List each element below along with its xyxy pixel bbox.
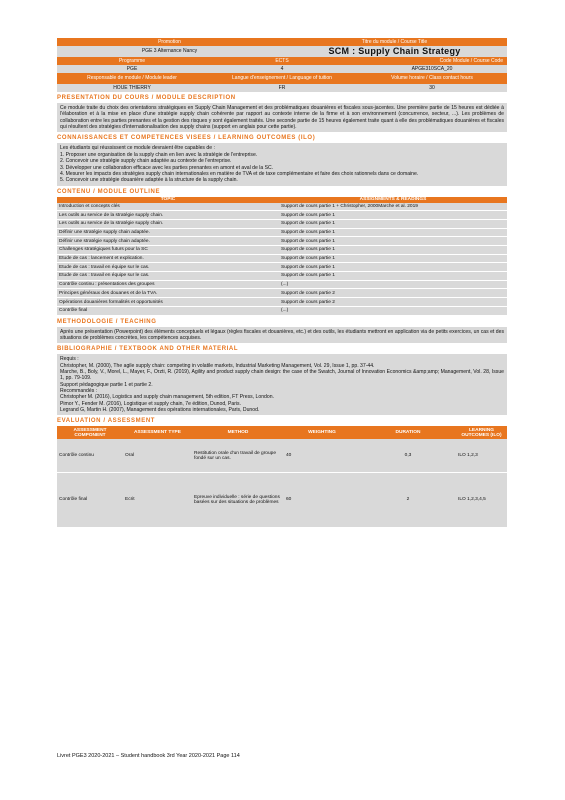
outline-col-topic: TOPIC xyxy=(57,197,279,203)
eval-ilo: ILO 1,2,3,4,5 xyxy=(456,472,507,527)
outline-assignment: Support de cours partie 2 xyxy=(279,289,507,298)
bibliography-line: Marche, B., Boly, V., Morel, L., Mayer, F., Orzti, R. (2019), Agility and product supply chain design: the case of the Swatch, Journal of Innovation Economics &amp;amp; Management, Vol. 28, Issue 1, pp. 79-109. xyxy=(60,368,504,382)
header-row-labels-2 xyxy=(57,57,507,65)
evaluation-heading: EVALUATION / ASSESSMENT xyxy=(57,418,156,425)
promotion-value: PGE 3 Alternance Nancy xyxy=(57,46,282,57)
module-title: SCM : Supply Chain Strategy xyxy=(282,46,507,57)
table-row xyxy=(57,237,507,246)
outcomes-line: 3. Développer une collaboration efficace avec les parties prenantes en amont et aval de la SC. xyxy=(60,164,274,171)
outline-topic: Définir une stratégie supply chain adaptée. xyxy=(57,237,279,246)
outline-topic: Contrôle continu : présentations des groupes xyxy=(57,280,279,289)
presentation-heading: PRESENTATION DU COURS / MODULE DESCRIPTION xyxy=(57,95,236,101)
header-row-values-1 xyxy=(57,46,507,57)
outline-assignment: Support de cours partie 1 xyxy=(279,219,507,228)
table-row xyxy=(57,289,507,298)
outline-assignment: Support de cours partie 1 + Christopher, 2000Marche et al. 2019 xyxy=(279,203,507,211)
header-row-values-3 xyxy=(57,84,507,92)
table-row xyxy=(57,472,507,527)
header-row-labels-3 xyxy=(57,73,507,84)
outline-assignment: Support de cours partie 1 xyxy=(279,254,507,263)
evaluation-header-row xyxy=(57,426,507,439)
eval-type: Oral xyxy=(123,439,192,472)
table-row xyxy=(57,280,507,289)
eval-duration: 0,3 xyxy=(360,439,456,472)
eval-method: Epreuve individuelle : série de questions basées sur des situations de problèmes xyxy=(192,472,284,527)
ects-label: ECTS xyxy=(207,57,357,65)
eval-col-duration: DURATION xyxy=(360,426,456,439)
outcomes-line: Les étudiants qui réussissent ce module devraient être capables de : xyxy=(60,145,215,152)
eval-type: Ecrit xyxy=(123,472,192,527)
outline-assignment: Support de cours partie 2 xyxy=(279,298,507,307)
outline-heading: CONTENU / MODULE OUTLINE xyxy=(57,188,161,195)
outline-topic: Etude de cas : travail en équipe sur le cas. xyxy=(57,272,279,281)
code-label: Code Module / Course Code xyxy=(357,57,507,65)
langue-label: Langue d'enseignement / Language of tuition xyxy=(207,73,357,84)
table-row xyxy=(57,228,507,237)
bibliography-line: Support pédagogique partie 1 et partie 2. xyxy=(60,381,153,388)
table-row xyxy=(57,254,507,263)
table-row xyxy=(57,211,507,220)
programme-label: Programme xyxy=(57,57,207,65)
outline-topic: Définir une stratégie supply chain adaptée. xyxy=(57,228,279,237)
outline-table xyxy=(57,197,507,316)
eval-weighting: 60 xyxy=(284,472,360,527)
ects-value: 4 xyxy=(207,65,357,73)
methodology-heading: METHODOLOGIE / TEACHING xyxy=(57,318,157,325)
eval-component: Contrôle final xyxy=(57,472,123,527)
outline-topic: Les outils au service de la stratégie supply chain. xyxy=(57,219,279,228)
table-row xyxy=(57,439,507,472)
responsable-label: Responsable de module / Module leader xyxy=(57,73,207,84)
outline-assignment: (...) xyxy=(279,306,507,315)
outline-col-assignment: ASSIGNMENTS & READINGS xyxy=(279,197,507,203)
outline-assignment: Support de cours partie 1 xyxy=(279,228,507,237)
eval-ilo: ILO 1,2,3 xyxy=(456,439,507,472)
outcomes-heading: CONNAISSANCES ET COMPETENCES VISEES / LEARNING OUTCOMES (ILO) xyxy=(57,135,316,142)
bibliography-heading: BIBLIOGRAPHIE / TEXTBOOK AND OTHER MATERIAL xyxy=(57,346,239,353)
eval-col-ilo: LEARNING OUTCOMES (ILO) xyxy=(456,426,507,439)
outline-assignment: Support de cours partie 1 xyxy=(279,237,507,246)
outline-assignment: Support de cours partie 1 xyxy=(279,263,507,272)
header-row-labels-1 xyxy=(57,38,507,46)
bibliography-box xyxy=(57,354,507,415)
outcomes-box xyxy=(57,143,507,185)
eval-col-type: ASSESSMENT TYPE xyxy=(123,426,192,439)
outline-topic: Opérations douanières formalités et opportunités xyxy=(57,298,279,307)
outline-assignment: Support de cours partie 1 xyxy=(279,211,507,220)
table-row xyxy=(57,246,507,255)
promotion-label: Promotion xyxy=(57,38,282,46)
bibliography-line: Christopher, M. (2000), The agile supply chain: competing in volatile markets, Industrial Marketing Management, Vol. 29, Issue 1, pp. 37-44. xyxy=(60,362,375,369)
table-row xyxy=(57,298,507,307)
outcomes-line: 2. Concevoir une stratégie supply chain adaptée au contexte de l'entreprise. xyxy=(60,158,232,165)
outline-topic: Contrôle final xyxy=(57,306,279,315)
bibliography-line: Recommandés : xyxy=(60,388,98,395)
outline-assignment: Support de cours partie 1 xyxy=(279,272,507,281)
volume-value: 30 xyxy=(357,84,507,92)
header-row-values-2 xyxy=(57,65,507,73)
volume-label: Volume horaire / Class contact hours xyxy=(357,73,507,84)
bibliography-line: Requis : xyxy=(60,356,79,363)
eval-duration: 2 xyxy=(360,472,456,527)
outcomes-line: 1. Proposer une organisation de la supply chain en lien avec la stratégie de l'entreprise. xyxy=(60,151,258,158)
outline-topic: Challenges stratégiques futurs pour la SC xyxy=(57,246,279,255)
table-row xyxy=(57,219,507,228)
table-row xyxy=(57,306,507,315)
eval-method: Restitution orale d'un travail de groupe fondé sur un cas. xyxy=(192,439,284,472)
bibliography-line: Legrand G, Martin H. (2007), Management des opérations internationales, Paris, Dunod. xyxy=(60,407,260,414)
code-value: APGE310SCA_20 xyxy=(357,65,507,73)
programme-value: PGE xyxy=(57,65,207,73)
table-row xyxy=(57,263,507,272)
responsable-value: HOUE THIERRY xyxy=(57,84,207,92)
outline-assignment: Support de cours partie 1 xyxy=(279,246,507,255)
bibliography-line: Pimor Y., Fender M. (2016), Logistique et supply chain, 7e édition, Dunod, Paris. xyxy=(60,400,242,407)
outcomes-line: 5. Concevoir une stratégie douanière adaptée à la structure de la supply chain. xyxy=(60,177,238,184)
methodology-text: Après une présentation (Powerpoint) des éléments conceptuels et légaux (règles fiscales et douanières, etc.) et des outils, les étudiants mettront en application via de petits exercices, un cas et des situations de problèmes concrètes, les compétences acquises. xyxy=(57,327,507,344)
outcomes-line: 4. Mesurer les impacts des stratégies supply chain internationales en matière de TVA et de taxe complémentaire et faire des choix rationnels dans ce domaine. xyxy=(60,170,419,177)
langue-value: FR xyxy=(207,84,357,92)
page-footer: Livret PGE3 2020-2021 – Student handbook 3rd Year 2020-2021 Page 114 xyxy=(57,753,240,759)
eval-component: Contrôle continu xyxy=(57,439,123,472)
outline-topic: Etude de cas : lancement et explication. xyxy=(57,254,279,263)
evaluation-table xyxy=(57,426,507,528)
eval-weighting: 40 xyxy=(284,439,360,472)
eval-col-method: METHOD xyxy=(192,426,284,439)
bibliography-line: Christopher M. (2016), Logistics and supply chain management, 5th edition, FT Press, London. xyxy=(60,394,274,401)
course-sheet xyxy=(57,38,507,528)
table-row xyxy=(57,203,507,211)
outline-topic: Introduction et concepts clés xyxy=(57,203,279,211)
outline-topic: Les outils au service de la stratégie supply chain. xyxy=(57,211,279,220)
eval-col-weighting: WEIGHTING xyxy=(284,426,360,439)
outline-topic: Etude de cas : travail en équipe sur le cas. xyxy=(57,263,279,272)
outline-topic: Principes généraux des douanes et de la TVA. xyxy=(57,289,279,298)
module-title-label: Titre du module / Course Title xyxy=(282,38,507,46)
eval-col-component: ASSESSMENT COMPONENT xyxy=(57,426,123,439)
presentation-text: Ce module traite du choix des orientations stratégiques en Supply Chain Management et des problématiques douanières et fiscales sous-jacentes. Une première partie de 15 heures est dédiée à l'élaboration et à la mise en place d'une stratégie supply chain cohérente par rapport au contexte interne de la firme et à son environnement (concurrence, secteur, ...). Les problèmes de collaboration entre les parties prenantes et la gestion des risques y sont également traités. Une seconde partie de 15 heures également traite quant à elle des problématiques douanières et fiscales qui résultent des stratégies d'internationalisation des supply chains (support en anglais pour cette partie). xyxy=(57,103,507,132)
outline-assignment: (...) xyxy=(279,280,507,289)
table-row xyxy=(57,272,507,281)
